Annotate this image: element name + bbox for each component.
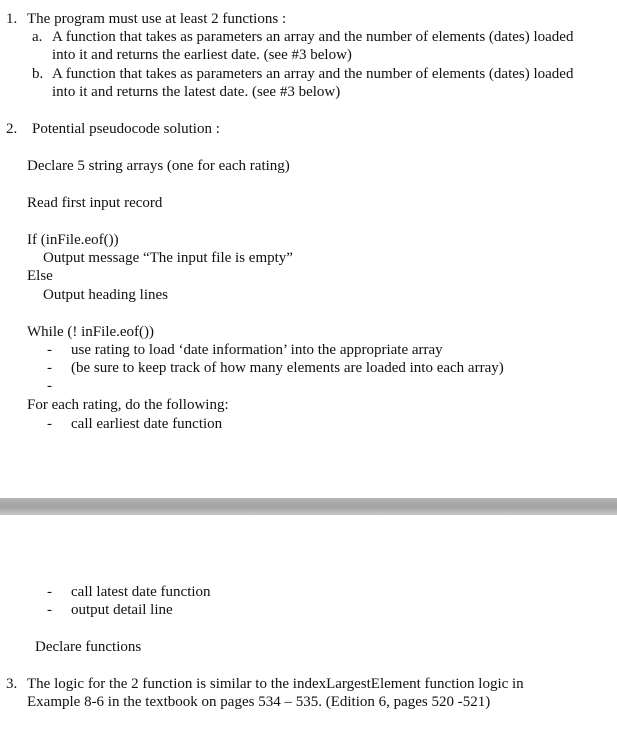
pseudo-output-message: Output message “The input file is empty” [43, 250, 293, 266]
bullet-dash: - [47, 378, 52, 394]
pseudo-if: If (inFile.eof()) [27, 232, 119, 248]
pseudo-read-record: Read first input record [27, 195, 163, 211]
item-1b-label: b. [32, 66, 44, 82]
item-1a-label: a. [32, 29, 43, 45]
pseudo-for-step-1: call earliest date function [71, 416, 223, 432]
item-1b-line1: A function that takes as parameters an array and the number of elements (dates) loaded [52, 66, 574, 82]
item-3-number: 3. [6, 676, 18, 692]
bullet-dash: - [47, 360, 52, 376]
item-2-number: 2. [6, 121, 18, 137]
page-break-gap [0, 498, 617, 515]
bullet-dash: - [47, 602, 52, 618]
bullet-dash: - [47, 342, 52, 358]
pseudo-declare-functions: Declare functions [35, 639, 142, 655]
bullet-dash: - [47, 416, 52, 432]
item-3-line1: The logic for the 2 function is similar to the indexLargestElement function logic in [27, 676, 524, 692]
item-1-text: The program must use at least 2 functions : [27, 11, 287, 27]
item-3-line2: Example 8-6 in the textbook on pages 534 – 535. (Edition 6, pages 520 -521) [27, 694, 491, 710]
item-1a-line1: A function that takes as parameters an array and the number of elements (dates) loaded [52, 29, 574, 45]
item-1-number: 1. [6, 11, 18, 27]
pseudo-while-step-2: (be sure to keep track of how many elements are loaded into each array) [71, 360, 504, 376]
document-page-bottom [0, 515, 617, 744]
bullet-dash: - [47, 584, 52, 600]
pseudo-while: While (! inFile.eof()) [27, 324, 155, 340]
item-2-text: Potential pseudocode solution : [32, 121, 220, 137]
pseudo-for-step-3: output detail line [71, 602, 173, 618]
item-1a-line2: into it and returns the earliest date. (see #3 below) [52, 47, 352, 63]
pseudo-for-step-2: call latest date function [71, 584, 211, 600]
pseudo-else: Else [27, 268, 53, 284]
pseudo-output-heading: Output heading lines [43, 287, 168, 303]
item-1b-line2: into it and returns the latest date. (see #3 below) [52, 84, 341, 100]
pseudo-declare-arrays: Declare 5 string arrays (one for each rating) [27, 158, 290, 174]
pseudo-for-each: For each rating, do the following: [27, 397, 229, 413]
pseudo-while-step-1: use rating to load ‘date information’ into the appropriate array [71, 342, 443, 358]
